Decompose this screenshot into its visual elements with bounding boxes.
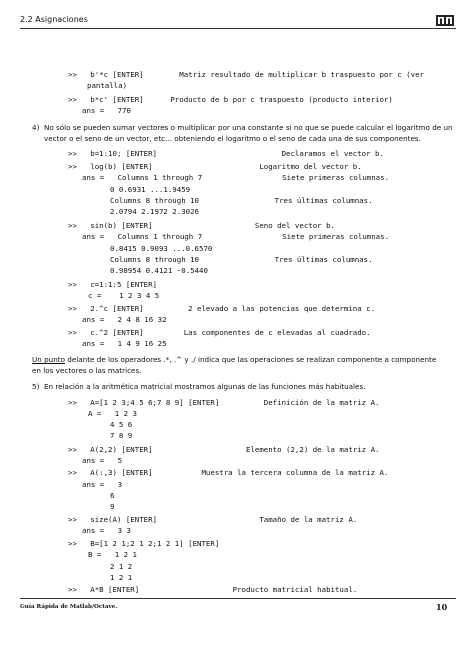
text-line: >> size(A) [ENTER] Tamaño de la matriz A. [68,515,358,524]
text-line: ans = Columns 1 through 7 Siete primeras columnas. [82,232,390,241]
text-line: Un punto delante de los operadores .*, .^ y ./ indica que las operaciones se realizan componente a componente [32,355,437,364]
underlined-phrase: Un punto [32,355,65,364]
text-line: Columns 8 through 10 Tres últimas columnas. [110,255,373,264]
text-line: A = 1 2 3 [88,409,137,418]
text-line: ans = Columns 1 through 7 Siete primeras columnas. [82,173,390,182]
text-line: 7 8 9 [110,431,133,440]
text-line: ans = 1 4 9 16 25 [82,339,167,348]
text-line: vector o el seno de un vector, etc... obteniendo el logaritmo o el seno de cada una de sus componentes. [44,134,421,143]
text-line: ans = 3 [82,480,123,489]
text-line: >> A=[1 2 3;4 5 6;7 8 9] [ENTER] Definición de la matriz A. [68,398,380,407]
text-line: 0.8415 0.9093 ...0.6570 [110,244,213,253]
text-line: >> b*c' [ENTER] Producto de b por c traspuesto (producto interior) [68,95,393,104]
text-line: >> sin(b) [ENTER] Seno del vector b. [68,221,335,230]
text-line: 2 1 2 [110,562,133,571]
text-line: >> c.^2 [ENTER] Las componentes de c elevadas al cuadrado. [68,328,371,337]
text-line: ans = 5 [82,456,123,465]
text-line: >> A(2,2) [ENTER] Elemento (2,2) de la matriz A. [68,445,380,454]
text-line: B = 1 2 1 [88,550,137,559]
text-line: >> log(b) [ENTER] Logaritmo del vector b. [68,162,362,171]
text-line: pantalla) [87,81,128,90]
text-line: 5) En relación a la aritmética matricial mostramos algunas de las funciones más habituales. [32,382,366,391]
text-line: >> 2.^c [ENTER] 2 elevado a las potencias que determina c. [68,304,376,313]
text-line: en los vectores o las matrices. [32,366,142,375]
text-line: >> b'*c [ENTER] Matriz resultado de multiplicar b traspuesto por c (ver [68,70,424,79]
text-line: >> A*B [ENTER] Producto matricial habitual. [68,585,358,594]
section-title: 2.2 Asignaciones [20,15,88,24]
footer-title: Guía Rápida de Matlab/Octave. [20,604,118,610]
text-line: 0.98954 0.4121 -0.5440 [110,266,208,275]
footer-divider [20,598,456,599]
text-line: >> c=1:1:5 [ENTER] [68,280,157,289]
text-line: 0 0.6931 ...1.9459 [110,185,191,194]
text-line: 4 5 6 [110,420,133,429]
text-line: >> B=[1 2 1;2 1 2;1 2 1] [ENTER] [68,539,220,548]
text-line: ans = 2 4 8 16 32 [82,315,167,324]
text-line: 6 [110,491,115,500]
text-line: >> A(:,3) [ENTER] Muestra la tercera columna de la matriz A. [68,468,389,477]
text-line: 9 [110,502,115,511]
logo-icon [436,15,454,26]
text-line: >> b=1:10; [ENTER] Declaramos el vector b. [68,149,384,158]
text-line: 4) No sólo se pueden sumar vectores o multiplicar por una constante si no que se puede calcular el logaritmo de un [32,123,453,132]
page-number: 10 [436,602,448,612]
text-line: ans = 3 3 [82,526,131,535]
header-divider [20,28,456,29]
text-line: Columns 8 through 10 Tres últimas columnas. [110,196,373,205]
text-line: c = 1 2 3 4 5 [88,291,160,300]
text-line: ans = 770 [82,106,131,115]
text-line: 1 2 1 [110,573,133,582]
text-line: 2.0794 2.1972 2.3026 [110,207,199,216]
